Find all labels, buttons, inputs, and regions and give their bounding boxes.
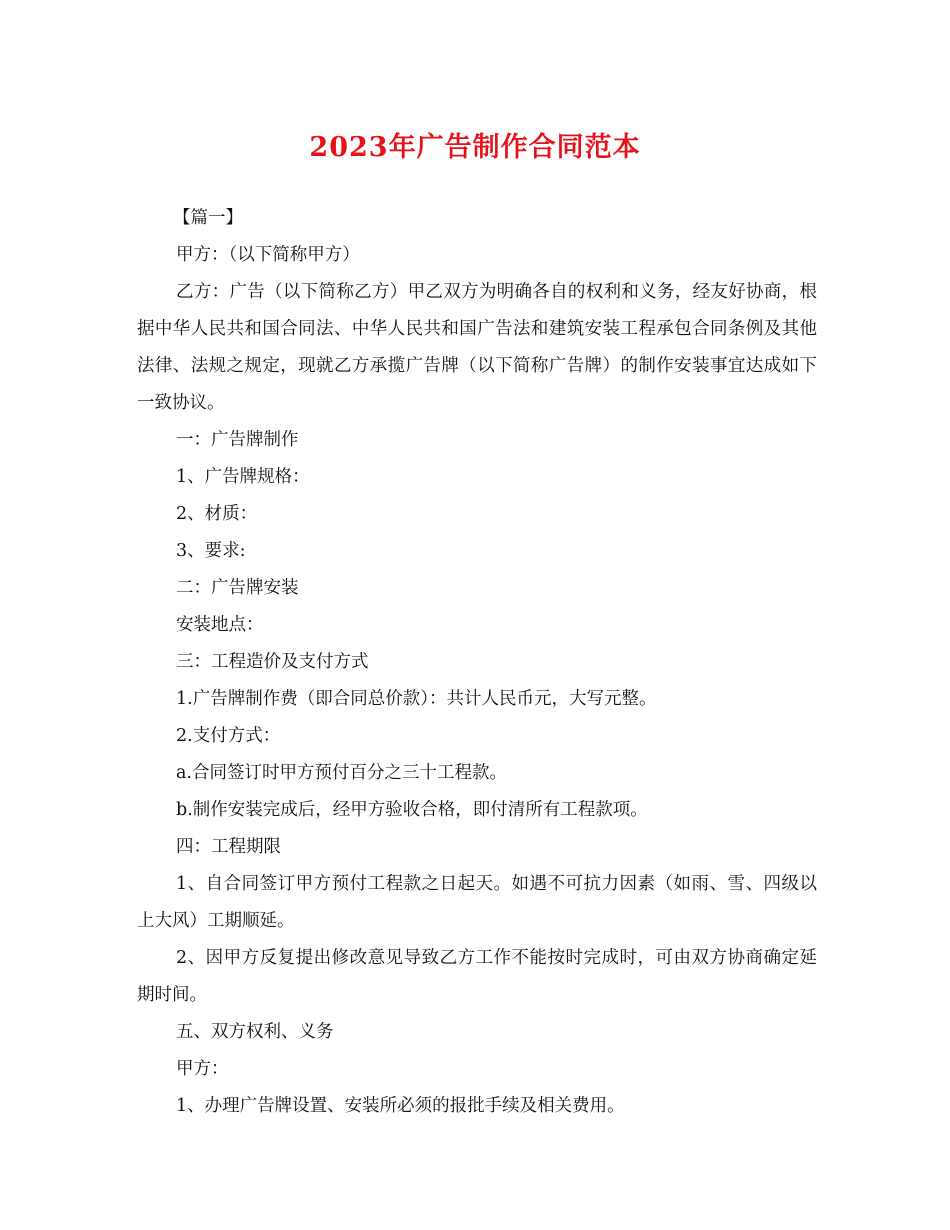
clause-heading-production: 一：广告牌制作 xyxy=(176,430,299,450)
clause-item-spec: 1、广告牌规格： xyxy=(176,467,310,487)
paragraph-party-a: 甲方：（以下简称甲方） xyxy=(176,245,360,265)
clause-item-delay: 2、因甲方反复提出修改意见导致乙方工作不能按时完成时，可由双方协商确定延期时间。 xyxy=(137,948,817,1005)
clause-heading-cost-payment: 三：工程造价及支付方式 xyxy=(176,652,369,672)
clause-item-material: 2、材质： xyxy=(176,504,258,524)
clause-item-prepayment: a.合同签订时甲方预付百分之三十工程款。 xyxy=(176,763,507,783)
document-body xyxy=(137,200,817,1125)
clause-item-permits: 1、办理广告牌设置、安装所必须的报批手续及相关费用。 xyxy=(176,1096,625,1116)
clause-heading-schedule: 四：工程期限 xyxy=(176,837,281,857)
clause-item-payment-method: 2.支付方式： xyxy=(176,726,281,746)
paragraph-party-b-intro: 乙方：广告（以下简称乙方）甲乙双方为明确各自的权利和义务，经友好协商，根据中华人民共和国合同法、中华人民共和国广告法和建筑安装工程承包合同条例及其他法律、法规之规定，现就乙方承揽广告牌（以下简称广告牌）的制作安装事宜达成如下一致协议。 xyxy=(137,282,817,413)
clause-party-a-label: 甲方： xyxy=(176,1059,229,1079)
clause-item-duration: 1、自合同签订甲方预付工程款之日起天。如遇不可抗力因素（如雨、雪、四级以上大风）工期顺延。 xyxy=(137,874,817,931)
clause-item-requirements: 3、要求: xyxy=(176,541,246,561)
clause-heading-rights-obligations: 五、双方权利、义务 xyxy=(176,1022,334,1042)
clause-item-location: 安装地点： xyxy=(176,615,264,635)
clause-item-total-price: 1.广告牌制作费（即合同总价款）：共计人民币元，大写元整。 xyxy=(176,689,657,709)
document-title: 2023年广告制作合同范本 xyxy=(309,132,641,163)
clause-heading-installation: 二：广告牌安装 xyxy=(176,578,299,598)
clause-item-final-payment: b.制作安装完成后，经甲方验收合格，即付清所有工程款项。 xyxy=(176,800,648,820)
section-label: 【篇一】 xyxy=(173,208,243,228)
